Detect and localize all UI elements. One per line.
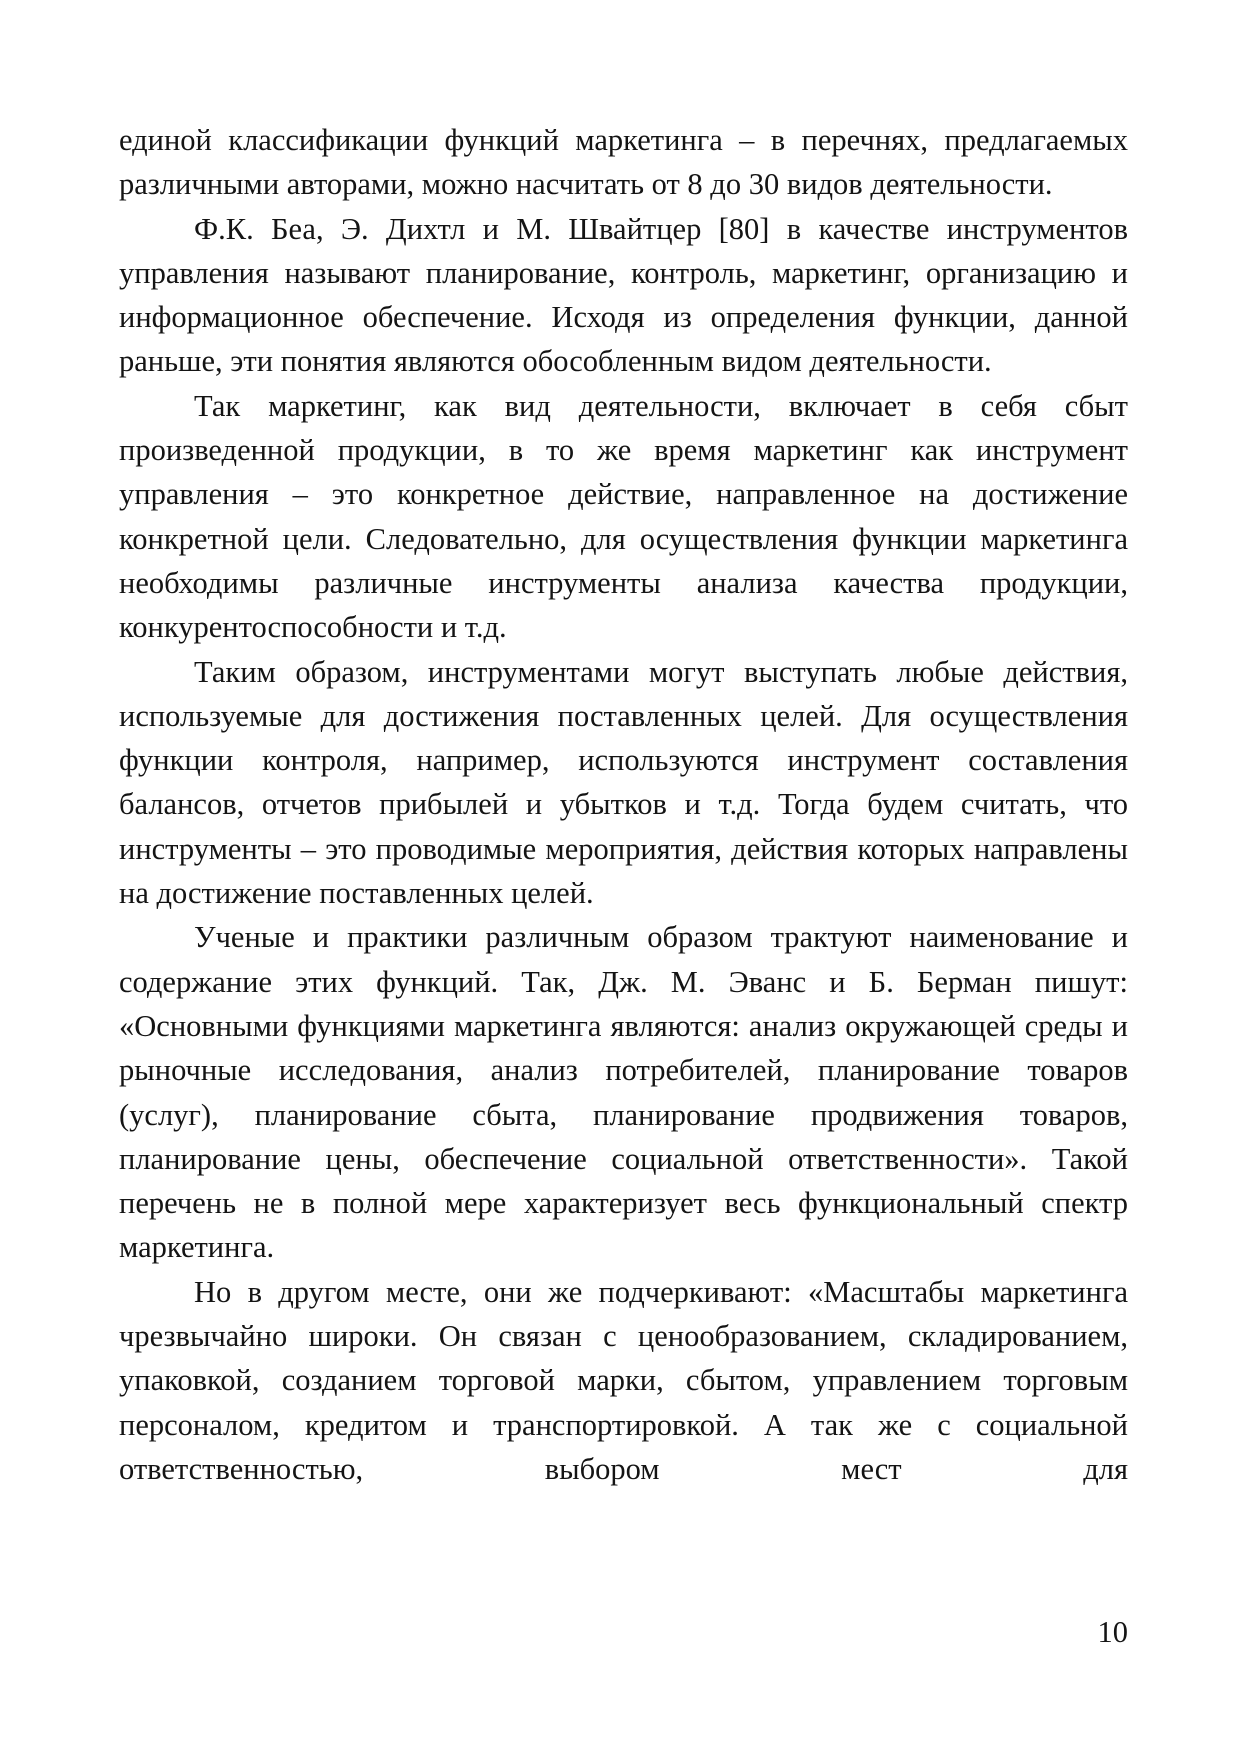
paragraph-evans-berman: Ученые и практики различным образом трактуют наименование и содержание этих функций. Так, Дж. М. Эванс и Б. Берман пишут: «Основными функциями маркетинга являются: анализ окружающей среды и рыночные исследования, анализ потребителей, планирование товаров (услуг), планирование сбыта, планирование продвижения товаров, планирование цены, обеспечение социальной ответственности». Такой перечень не в полной мере характеризует весь функциональный спектр маркетинга. xyxy=(119,920,1128,1265)
page-number: 10 xyxy=(1097,1615,1128,1649)
body-text xyxy=(119,118,1128,1491)
paragraph-continuation: единой классификации функций маркетинга – в перечнях, предлагаемых различными авторами, можно насчитать от 8 до 30 видов деятельности. xyxy=(119,123,1128,202)
paragraph-marketing-scope: Но в другом месте, они же подчеркивают: «Масштабы маркетинга чрезвычайно широки. Он связан с ценообразованием, складированием, упаковкой, созданием торговой марки, сбытом, управлением торговым персоналом, кредитом и транспортировкой. А так же с социальной ответственностью, выбором мест для xyxy=(119,1274,1128,1486)
paragraph-tools-definition: Таким образом, инструментами могут выступать любые действия, используемые для достижения поставленных целей. Для осуществления функции контроля, например, используются инструмент составления балансов, отчетов прибылей и убытков и т.д. Тогда будем считать, что инструменты – это проводимые мероприятия, действия которых направлены на достижение поставленных целей. xyxy=(119,654,1128,911)
paragraph-marketing-activity: Так маркетинг, как вид деятельности, включает в себя сбыт произведенной продукции, в то же время маркетинг как инструмент управления – это конкретное действие, направленное на достижение конкретной цели. Следовательно, для осуществления функции маркетинга необходимы различные инструменты анализа качества продукции, конкурентоспособности и т.д. xyxy=(119,388,1128,645)
paragraph-management-tools: Ф.К. Беа, Э. Дихтл и М. Швайтцер [80] в качестве инструментов управления называют планирование, контроль, маркетинг, организацию и информационное обеспечение. Исходя из определения функции, данной раньше, эти понятия являются обособленным видом деятельности. xyxy=(119,211,1128,379)
